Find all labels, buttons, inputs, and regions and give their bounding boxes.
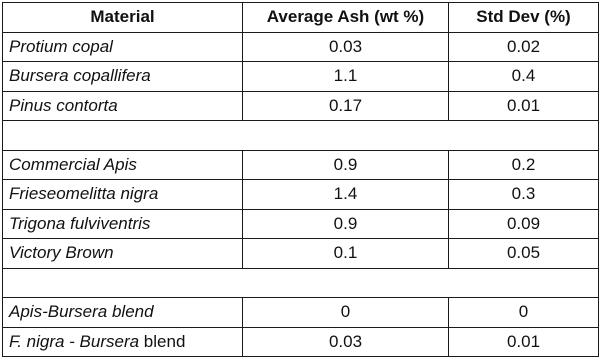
material-cell: Protium copal xyxy=(3,32,243,62)
ash-content-table-container xyxy=(2,2,598,357)
table-row xyxy=(3,150,599,180)
header-std-dev: Std Dev (%) xyxy=(449,3,599,33)
std-dev-cell: 0.3 xyxy=(449,180,599,210)
std-dev-cell: 0.4 xyxy=(449,62,599,92)
average-ash-cell: 0 xyxy=(243,298,449,328)
table-row xyxy=(3,91,599,121)
std-dev-cell: 0.01 xyxy=(449,327,599,357)
material-cell: Pinus contorta xyxy=(3,91,243,121)
table-row xyxy=(3,180,599,210)
material-cell: Trigona fulviventris xyxy=(3,209,243,239)
material-name-italic: F. nigra - Bursera xyxy=(9,331,140,351)
material-cell: Frieseomelitta nigra xyxy=(3,180,243,210)
average-ash-cell: 0.03 xyxy=(243,32,449,62)
table-row xyxy=(3,239,599,269)
material-cell: Commercial Apis xyxy=(3,150,243,180)
material-cell: Bursera copallifera xyxy=(3,62,243,92)
average-ash-cell: 0.9 xyxy=(243,150,449,180)
spacer-row xyxy=(3,268,599,298)
ash-content-table xyxy=(2,2,599,357)
table-row xyxy=(3,209,599,239)
material-cell: Victory Brown xyxy=(3,239,243,269)
header-material: Material xyxy=(3,3,243,33)
table-row xyxy=(3,62,599,92)
header-row xyxy=(3,3,599,33)
average-ash-cell: 0.03 xyxy=(243,327,449,357)
spacer-cell xyxy=(3,121,599,151)
table-row xyxy=(3,327,599,357)
std-dev-cell: 0.01 xyxy=(449,91,599,121)
table-row xyxy=(3,298,599,328)
material-cell xyxy=(3,327,243,357)
average-ash-cell: 1.4 xyxy=(243,180,449,210)
material-cell: Apis-Bursera blend xyxy=(3,298,243,328)
average-ash-cell: 1.1 xyxy=(243,62,449,92)
table-row xyxy=(3,32,599,62)
material-name-suffix: blend xyxy=(139,331,186,351)
average-ash-cell: 0.1 xyxy=(243,239,449,269)
std-dev-cell: 0.09 xyxy=(449,209,599,239)
std-dev-cell: 0.2 xyxy=(449,150,599,180)
std-dev-cell: 0.02 xyxy=(449,32,599,62)
spacer-cell xyxy=(3,268,599,298)
header-average-ash: Average Ash (wt %) xyxy=(243,3,449,33)
average-ash-cell: 0.9 xyxy=(243,209,449,239)
std-dev-cell: 0.05 xyxy=(449,239,599,269)
average-ash-cell: 0.17 xyxy=(243,91,449,121)
std-dev-cell: 0 xyxy=(449,298,599,328)
spacer-row xyxy=(3,121,599,151)
